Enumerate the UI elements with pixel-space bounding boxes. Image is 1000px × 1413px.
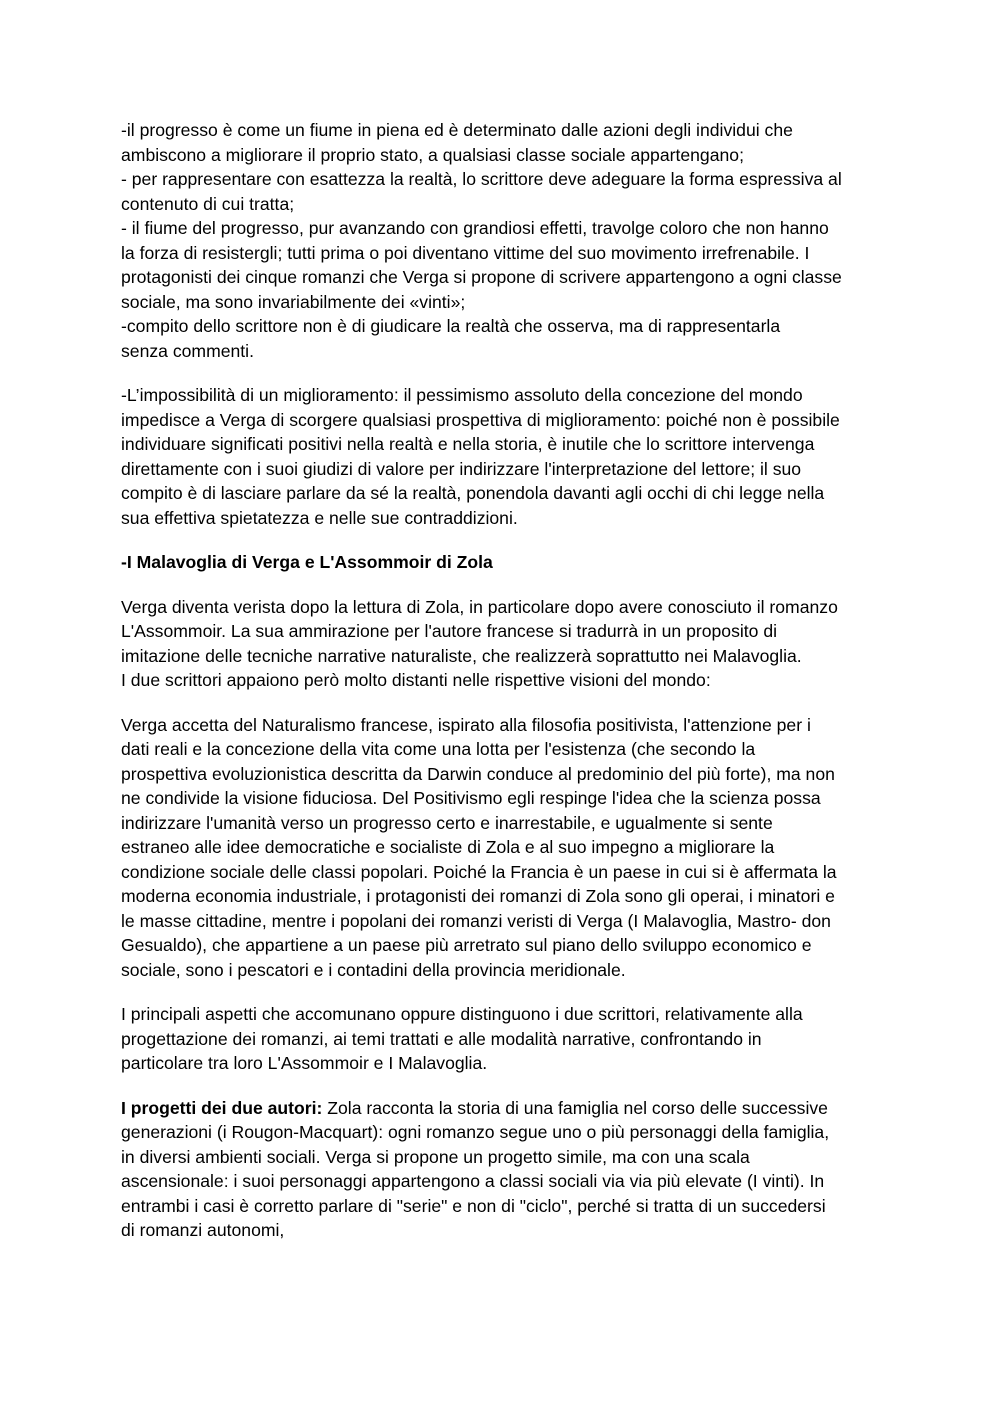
paragraph-spacer bbox=[121, 982, 891, 1002]
text-line: entrambi i casi è corretto parlare di "serie" e non di "ciclo", perché si tratta di un succedersi bbox=[121, 1195, 826, 1216]
text-line: -L’impossibilità di un miglioramento: il pessimismo assoluto della concezione del mondo bbox=[121, 385, 803, 405]
inline-text: Zola racconta la storia di una famiglia nel corso delle successive bbox=[322, 1097, 828, 1118]
text-line: I due scrittori appaiono però molto distanti nelle rispettive visioni del mondo: bbox=[121, 670, 711, 690]
paragraph-spacer bbox=[121, 693, 891, 713]
text-line: generazioni (i Rougon-Macquart): ogni romanzo segue uno o più personaggi della famiglia, bbox=[121, 1122, 830, 1142]
text-line: le masse cittadine, mentre i popolani dei romanzi veristi di Verga (I Malavoglia, Mastro- don bbox=[121, 910, 831, 931]
text-line: ne condivide la visione fiduciosa. Del Positivismo egli respinge l'idea che la scienza possa bbox=[121, 788, 821, 808]
paragraph-spacer bbox=[121, 1076, 891, 1096]
text-line: imitazione delle tecniche narrative naturaliste, che realizzerà soprattutto nei Malavoglia. bbox=[121, 645, 802, 666]
text-line: condizione sociale delle classi popolari. Poiché la Francia è un paese in cui si è affermata la bbox=[121, 861, 837, 882]
text-line: la forza di resistergli; tutti prima o poi diventano vittime del suo movimento irrefrenabile. I bbox=[121, 242, 810, 263]
text-line: moderna economia industriale, i protagonisti dei romanzi di Zola sono gli operai, i minatori e bbox=[121, 886, 835, 906]
text-line: individuare significati positivi nella realtà e nella storia, è inutile che lo scrittore intervenga bbox=[121, 434, 815, 454]
section-heading bbox=[121, 550, 891, 575]
text-line: sociale, ma sono invariabilmente dei «vinti»; bbox=[121, 291, 466, 312]
text-line: compito è di lasciare parlare da sé la realtà, ponendola davanti agli occhi di chi legge nella bbox=[121, 483, 825, 503]
text-line: - il fiume del progresso, pur avanzando con grandiosi effetti, travolge coloro che non hanno bbox=[121, 218, 829, 238]
paragraph-main-aspects bbox=[121, 1002, 891, 1076]
text-line: in diversi ambienti sociali. Verga si propone un progetto simile, ma con una scala bbox=[121, 1146, 750, 1167]
text-line: prospettiva evoluzionistica descritta da Darwin conduce al predominio del più forte), ma non bbox=[121, 763, 835, 784]
text-line: -il progresso è come un fiume in piena ed è determinato dalle azioni degli individui che bbox=[121, 120, 793, 140]
text-line: Verga accetta del Naturalismo francese, ispirato alla filosofia positivista, l'attenzione per i bbox=[121, 714, 811, 735]
paragraph-spacer bbox=[121, 530, 891, 550]
text-line: impedisce a Verga di scorgere qualsiasi prospettiva di miglioramento: poiché non è possibile bbox=[121, 409, 840, 430]
paragraph-progress-principles bbox=[121, 118, 891, 363]
text-line: di romanzi autonomi, bbox=[121, 1220, 285, 1240]
paragraph-naturalism bbox=[121, 713, 891, 983]
inline-bold-label: I progetti dei due autori: bbox=[121, 1097, 323, 1118]
paragraph-spacer bbox=[121, 575, 891, 595]
text-line: estraneo alle idee democratiche e socialiste di Zola e al suo impegno a migliorare la bbox=[121, 837, 775, 857]
text-line bbox=[121, 1096, 891, 1121]
paragraph-verga-zola-intro bbox=[121, 595, 891, 693]
paragraph-author-projects bbox=[121, 1096, 891, 1243]
document-page bbox=[121, 118, 891, 1243]
text-line: Gesualdo), che appartiene a un paese più arretrato sul piano dello sviluppo economico e bbox=[121, 935, 812, 955]
text-line: sociale, sono i pescatori e i contadini della provincia meridionale. bbox=[121, 959, 626, 980]
text-line: Verga diventa verista dopo la lettura di Zola, in particolare dopo avere conosciuto il romanzo bbox=[121, 596, 838, 617]
text-line: senza commenti. bbox=[121, 340, 254, 361]
text-line: L'Assommoir. La sua ammirazione per l'autore francese si tradurrà in un proposito di bbox=[121, 621, 778, 641]
text-line: -compito dello scrittore non è di giudicare la realtà che osserva, ma di rappresentarla bbox=[121, 316, 781, 336]
text-line: indirizzare l'umanità verso un progresso certo e inarrestabile, e ugualmente si sente bbox=[121, 812, 773, 833]
text-line: protagonisti dei cinque romanzi che Verga si propone di scrivere appartengono a ogni classe bbox=[121, 267, 842, 287]
text-line: dati reali e la concezione della vita come una lotta per l'esistenza (che secondo la bbox=[121, 739, 756, 759]
text-line: progettazione dei romanzi, ai temi trattati e alle modalità narrative, confrontando in bbox=[121, 1028, 762, 1049]
text-line: I principali aspetti che accomunano oppure distinguono i due scrittori, relativamente alla bbox=[121, 1004, 803, 1024]
text-line: particolare tra loro L'Assommoir e I Malavoglia. bbox=[121, 1053, 488, 1073]
paragraph-spacer bbox=[121, 363, 891, 383]
text-line: - per rappresentare con esattezza la realtà, lo scrittore deve adeguare la forma espressiva al bbox=[121, 169, 842, 189]
text-line: ambiscono a migliorare il proprio stato, a qualsiasi classe sociale appartengano; bbox=[121, 144, 744, 165]
heading-text: -I Malavoglia di Verga e L'Assommoir di Zola bbox=[121, 552, 493, 572]
paragraph-impossibility bbox=[121, 383, 891, 530]
text-line: contenuto di cui tratta; bbox=[121, 193, 295, 214]
text-line: direttamente con i suoi giudizi di valore per indirizzare l'interpretazione del lettore; il suo bbox=[121, 458, 802, 479]
text-line: ascensionale: i suoi personaggi appartengono a classi sociali via via più elevate (I vinti). In bbox=[121, 1171, 825, 1191]
text-line: sua effettiva spietatezza e nelle sue contraddizioni. bbox=[121, 507, 518, 528]
